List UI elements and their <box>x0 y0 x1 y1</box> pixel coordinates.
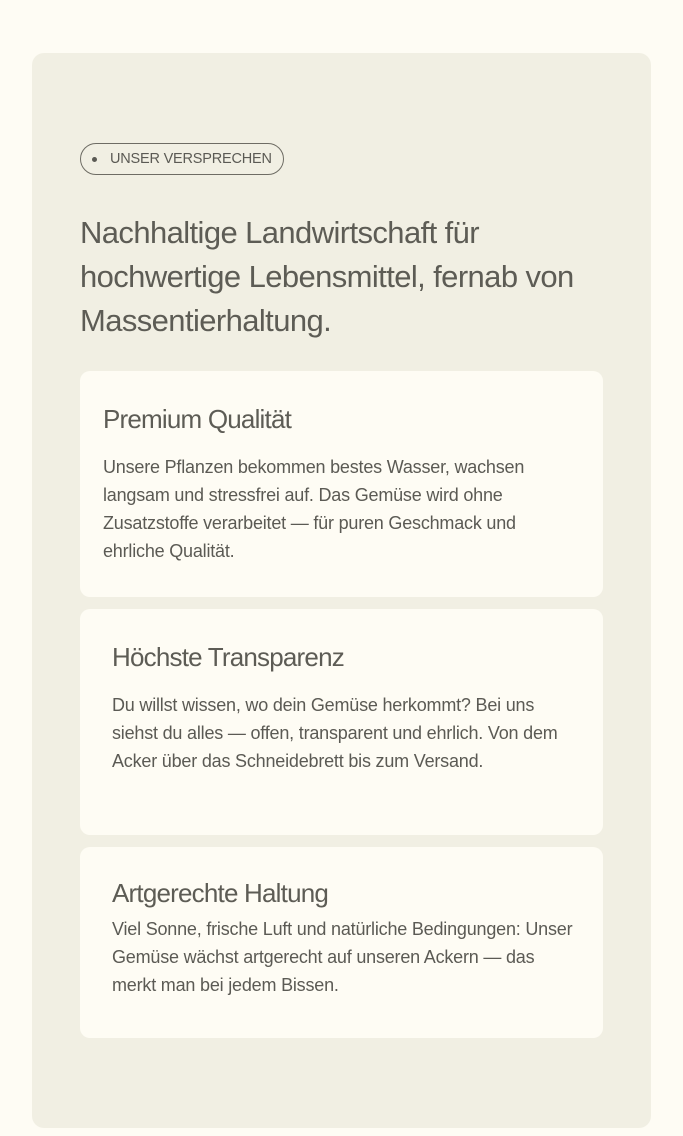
bullet-dot-icon <box>92 157 97 162</box>
feature-card-text: Unsere Pflanzen bekommen bestes Wasser, wachsen langsam und stressfrei auf. Das Gemüse wird ohne Zusatzstoffe verarbeitet — für puren Geschmack und ehrliche Qualität. <box>103 457 525 561</box>
feature-card-text: Du willst wissen, wo dein Gemüse herkommt? Bei uns siehst du alles — offen, transparent und ehrlich. Von dem Acker über das Schneidebrett bis zum Versand. <box>112 695 558 771</box>
feature-card-title: Artgerechte Haltung <box>112 878 329 908</box>
section-badge-label: UNSER VERSPRECHEN <box>110 151 272 167</box>
feature-card-title: Höchste Transparenz <box>112 642 344 672</box>
feature-card-title: Premium Qualität <box>103 404 292 434</box>
section-badge <box>80 143 284 175</box>
feature-card-transparency <box>80 609 603 835</box>
promise-section <box>32 53 651 1128</box>
feature-card-species-appropriate <box>80 847 603 1038</box>
feature-card-premium-quality <box>80 371 603 597</box>
section-headline: Nachhaltige Landwirtschaft für hochwertige Lebensmittel, fernab von Massentierhaltung. <box>80 215 574 338</box>
feature-card-text: Viel Sonne, frische Luft und natürliche Bedingungen: Unser Gemüse wächst artgerecht auf unseren Ackern — das merkt man bei jedem Bissen. <box>112 919 573 995</box>
